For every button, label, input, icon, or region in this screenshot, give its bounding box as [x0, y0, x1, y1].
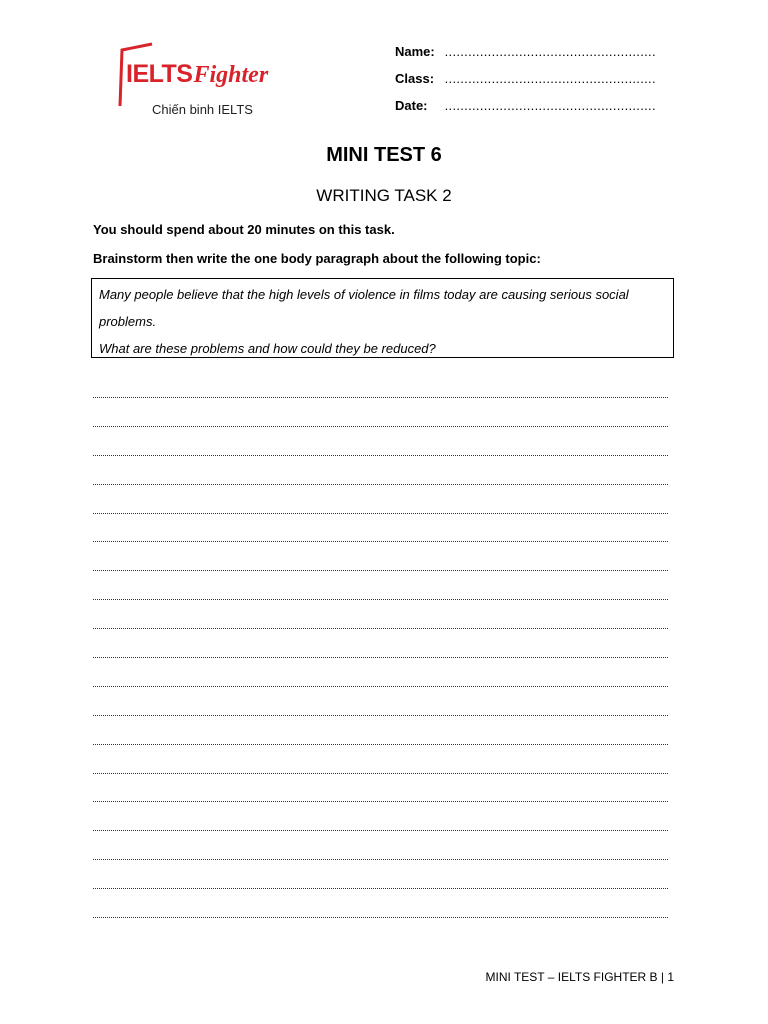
- answer-line[interactable]: [93, 849, 668, 878]
- logo-wordmark: [126, 62, 268, 87]
- answer-line[interactable]: [93, 820, 668, 849]
- name-row: [395, 44, 656, 71]
- date-label: Date:: [395, 98, 428, 113]
- instruction-time: You should spend about 20 minutes on this task.: [93, 222, 395, 237]
- topic-line-2: problems.: [99, 314, 157, 329]
- answer-line[interactable]: [93, 734, 668, 763]
- name-label: Name:: [395, 44, 435, 59]
- answer-lines[interactable]: [93, 387, 668, 936]
- topic-box: [91, 278, 674, 358]
- logo-fighter-text: Fighter: [193, 62, 269, 88]
- answer-line[interactable]: [93, 387, 668, 416]
- answer-line[interactable]: [93, 618, 668, 647]
- answer-line[interactable]: [93, 705, 668, 734]
- class-field[interactable]: ......................................................: [444, 71, 656, 86]
- logo-tagline: Chiến binh IELTS: [152, 102, 253, 117]
- ielts-fighter-logo: [114, 42, 304, 120]
- answer-line[interactable]: [93, 503, 668, 532]
- class-label: Class:: [395, 71, 435, 86]
- name-field[interactable]: ......................................................: [444, 44, 656, 59]
- topic-line-1: Many people believe that the high levels of violence in films today are causing serious social: [99, 287, 629, 302]
- instruction-task: Brainstorm then write the one body paragraph about the following topic:: [93, 251, 541, 266]
- date-row: [395, 98, 656, 125]
- answer-line[interactable]: [93, 676, 668, 705]
- answer-line[interactable]: [93, 907, 668, 936]
- logo-ielts-text: IELTS: [126, 60, 193, 88]
- answer-line[interactable]: [93, 589, 668, 618]
- answer-line[interactable]: [93, 791, 668, 820]
- class-row: [395, 71, 656, 98]
- answer-line[interactable]: [93, 763, 668, 792]
- student-info: [395, 44, 656, 125]
- answer-line[interactable]: [93, 531, 668, 560]
- answer-line[interactable]: [93, 647, 668, 676]
- page-footer: MINI TEST – IELTS FIGHTER B | 1: [485, 970, 674, 984]
- topic-line-3: What are these problems and how could they be reduced?: [99, 341, 436, 356]
- answer-line[interactable]: [93, 560, 668, 589]
- answer-line[interactable]: [93, 878, 668, 907]
- answer-line[interactable]: [93, 474, 668, 503]
- page-subtitle: WRITING TASK 2: [316, 186, 452, 205]
- answer-line[interactable]: [93, 445, 668, 474]
- date-field[interactable]: ......................................................: [444, 98, 656, 113]
- answer-line[interactable]: [93, 416, 668, 445]
- page-title: MINI TEST 6: [326, 144, 442, 166]
